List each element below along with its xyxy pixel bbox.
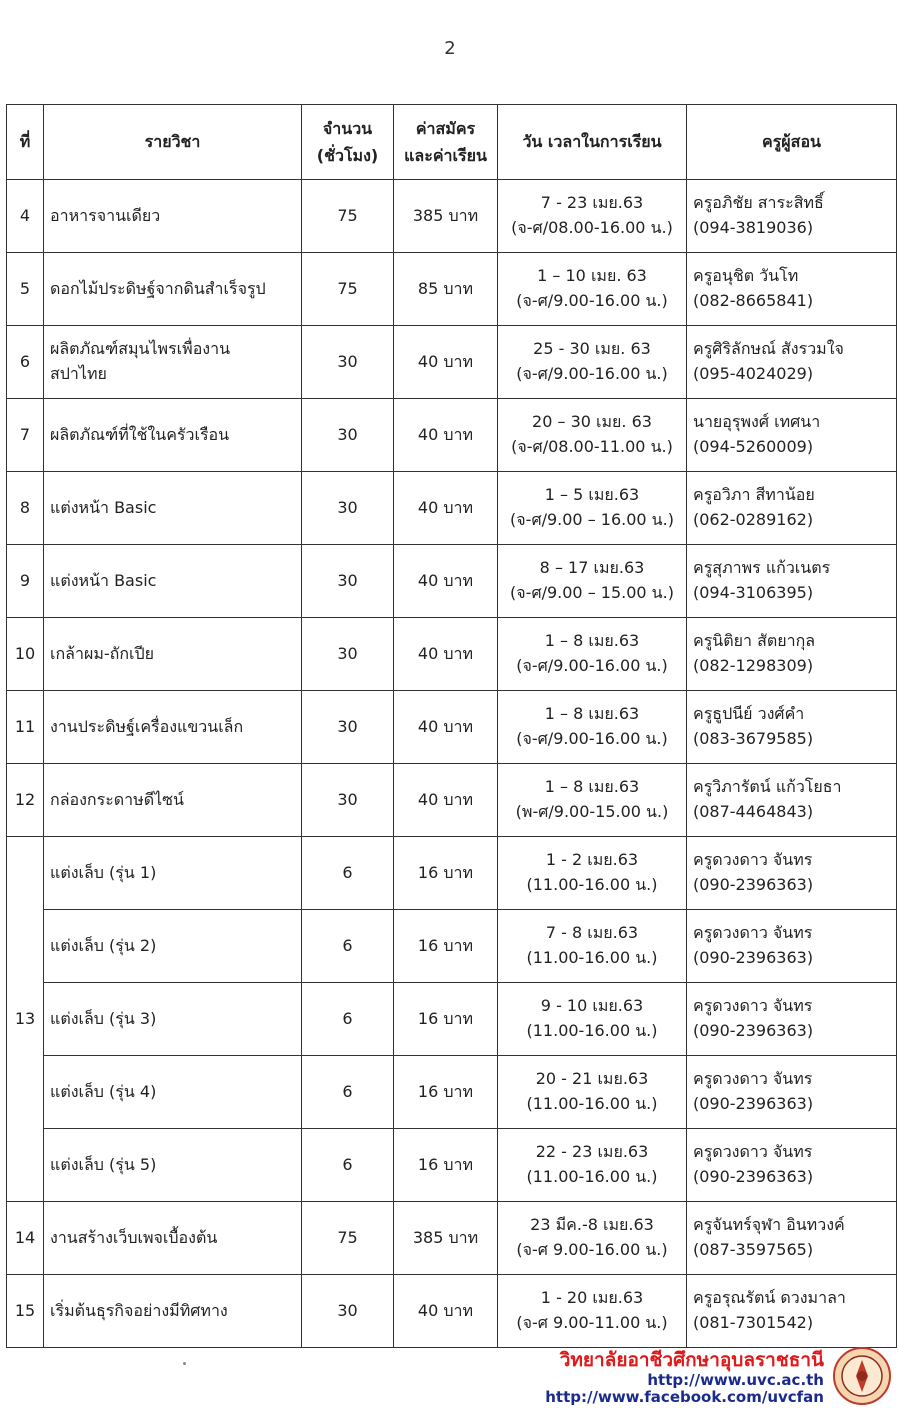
- cell-subject-line1: แต่งเล็บ (รุ่น 4): [50, 1081, 157, 1101]
- cell-fee: 40 บาท: [394, 1275, 498, 1348]
- cell-hours: 75: [302, 180, 394, 253]
- cell-subject: [44, 472, 302, 545]
- cell-teacher-line1: ครูดวงดาว จันทร: [693, 1142, 813, 1162]
- cell-fee: 16 บาท: [394, 983, 498, 1056]
- cell-teacher-line1: ครูนิติยา สัตยากุล: [693, 631, 816, 651]
- cell-teacher-line2: (062-0289162): [693, 510, 814, 529]
- cell-fee: 40 บาท: [394, 764, 498, 837]
- header-hours-line1: จำนวน: [322, 118, 373, 138]
- cell-no: 11: [7, 691, 44, 764]
- cell-no: 15: [7, 1275, 44, 1348]
- table-row: [7, 691, 897, 764]
- cell-date-line1: 1 – 10 เมย. 63: [537, 266, 647, 286]
- cell-date-line1: 7 - 8 เมย.63: [545, 923, 639, 943]
- cell-date-line1: 25 - 30 เมย. 63: [533, 339, 651, 359]
- cell-teacher-line2: (087-4464843): [693, 802, 814, 821]
- cell-hours: 30: [302, 1275, 394, 1348]
- cell-subject-line1: แต่งหน้า Basic: [50, 570, 157, 590]
- cell-teacher-line1: ครูอนุชิต วันโท: [693, 266, 799, 286]
- cell-hours: 30: [302, 764, 394, 837]
- cell-teacher-line2: (087-3597565): [693, 1240, 814, 1259]
- cell-date: [498, 326, 687, 399]
- cell-date: [498, 764, 687, 837]
- cell-teacher-line2: (082-8665841): [693, 291, 814, 310]
- header-fee: [394, 105, 498, 180]
- cell-no: 6: [7, 326, 44, 399]
- cell-date: [498, 1275, 687, 1348]
- cell-teacher-line1: ครูศิริลักษณ์ สังรวมใจ: [693, 339, 844, 359]
- cell-no: 7: [7, 399, 44, 472]
- cell-teacher-line2: (090-2396363): [693, 1167, 814, 1186]
- header-fee-line2: และค่าเรียน: [404, 146, 487, 165]
- cell-subject-line1: งานสร้างเว็บเพจเบื้องต้น: [50, 1227, 218, 1247]
- cell-teacher-line1: ครูดวงดาว จันทร: [693, 1069, 813, 1089]
- header-date: วัน เวลาในการเรียน: [498, 105, 687, 180]
- cell-subject: [44, 1129, 302, 1202]
- table-row: [7, 1202, 897, 1275]
- cell-teacher-line2: (083-3679585): [693, 729, 814, 748]
- cell-date-line1: 1 – 8 เมย.63: [544, 704, 640, 724]
- cell-subject-line1: ดอกไม้ประดิษฐ์จากดินสำเร็จรูป: [50, 278, 266, 298]
- cell-date-line2: (จ-ศ/9.00 – 16.00 น.): [510, 510, 674, 529]
- course-schedule-table: [6, 104, 897, 1348]
- cell-fee: 385 บาท: [394, 180, 498, 253]
- cell-hours: 30: [302, 399, 394, 472]
- cell-date-line2: (จ-ศ/08.00-11.00 น.): [511, 437, 673, 456]
- cell-teacher: [687, 1202, 897, 1275]
- cell-hours: 30: [302, 472, 394, 545]
- cell-teacher: [687, 1129, 897, 1202]
- cell-teacher-line1: ครูสุภาพร แก้วเนตร: [693, 558, 831, 578]
- cell-teacher: [687, 983, 897, 1056]
- cell-teacher-line2: (082-1298309): [693, 656, 814, 675]
- cell-teacher: [687, 764, 897, 837]
- table-row: [7, 910, 897, 983]
- cell-teacher-line2: (094-5260009): [693, 437, 814, 456]
- cell-date-line1: 7 - 23 เมย.63: [540, 193, 644, 213]
- cell-hours: 6: [302, 837, 394, 910]
- cell-teacher: [687, 1275, 897, 1348]
- cell-hours: 6: [302, 983, 394, 1056]
- cell-teacher: [687, 326, 897, 399]
- cell-subject: [44, 1202, 302, 1275]
- cell-teacher: [687, 691, 897, 764]
- table-row: [7, 1056, 897, 1129]
- cell-subject-line1: ผลิตภัณฑ์ที่ใช้ในครัวเรือน: [50, 424, 230, 444]
- cell-subject: [44, 180, 302, 253]
- cell-date: [498, 691, 687, 764]
- cell-hours: 30: [302, 691, 394, 764]
- cell-teacher-line1: ครูจันทร์จุฬา อินทวงค์: [693, 1215, 845, 1235]
- cell-teacher-line1: นายอุรุพงศ์ เทศนา: [693, 412, 821, 432]
- cell-teacher: [687, 910, 897, 983]
- table-body: [7, 180, 897, 1348]
- footer-watermark: [545, 1350, 824, 1406]
- cell-no: 5: [7, 253, 44, 326]
- cell-teacher-line2: (095-4024029): [693, 364, 814, 383]
- header-subject: รายวิชา: [44, 105, 302, 180]
- cell-date-line2: (จ-ศ/08.00-16.00 น.): [511, 218, 673, 237]
- cell-teacher: [687, 472, 897, 545]
- cell-teacher: [687, 1056, 897, 1129]
- cell-subject-line1: งานประดิษฐ์เครื่องแขวนเล็ก: [50, 716, 244, 736]
- footer-facebook-link[interactable]: http://www.facebook.com/uvcfan: [545, 1387, 824, 1406]
- cell-fee: 16 บาท: [394, 910, 498, 983]
- cell-subject: [44, 983, 302, 1056]
- cell-subject: [44, 1056, 302, 1129]
- cell-date-line2: (จ-ศ/9.00-16.00 น.): [516, 364, 668, 383]
- cell-fee: 40 บาท: [394, 399, 498, 472]
- cell-teacher: [687, 180, 897, 253]
- table-row: [7, 1129, 897, 1202]
- cell-hours: 30: [302, 618, 394, 691]
- cell-subject-line2: สปาไทย: [50, 364, 107, 383]
- cell-subject: [44, 253, 302, 326]
- cell-subject-line1: กล่องกระดาษดีไซน์: [50, 789, 184, 809]
- cell-hours: 6: [302, 910, 394, 983]
- cell-date-line2: (จ-ศ/9.00 – 15.00 น.): [510, 583, 674, 602]
- cell-date-line1: 20 – 30 เมย. 63: [532, 412, 652, 432]
- footer-college-name: วิทยาลัยอาชีวศึกษาอุบลราชธานี: [559, 1348, 824, 1371]
- cell-subject: [44, 1275, 302, 1348]
- cell-teacher-line1: ครูดวงดาว จันทร: [693, 923, 813, 943]
- cell-date: [498, 180, 687, 253]
- scan-dot: [183, 1362, 186, 1365]
- cell-subject: [44, 837, 302, 910]
- header-hours: [302, 105, 394, 180]
- cell-teacher: [687, 253, 897, 326]
- table-header-row: [7, 105, 897, 180]
- cell-date-line1: 22 - 23 เมย.63: [535, 1142, 649, 1162]
- cell-fee: 40 บาท: [394, 472, 498, 545]
- cell-teacher-line2: (090-2396363): [693, 1094, 814, 1113]
- cell-subject-line1: อาหารจานเดียว: [50, 205, 161, 225]
- cell-date: [498, 545, 687, 618]
- header-no: ที่: [7, 105, 44, 180]
- cell-teacher-line1: ครูวิภารัตน์ แก้วโยธา: [693, 777, 842, 797]
- cell-date: [498, 253, 687, 326]
- cell-date: [498, 472, 687, 545]
- cell-teacher-line2: (090-2396363): [693, 875, 814, 894]
- cell-date-line1: 20 - 21 เมย.63: [535, 1069, 649, 1089]
- cell-subject: [44, 764, 302, 837]
- cell-subject: [44, 326, 302, 399]
- cell-date-line1: 1 – 8 เมย.63: [544, 631, 640, 651]
- table-row: [7, 472, 897, 545]
- cell-teacher: [687, 618, 897, 691]
- table-row: [7, 618, 897, 691]
- cell-teacher-line1: ครูอวิภา สีทาน้อย: [693, 485, 815, 505]
- header-fee-line1: ค่าสมัคร: [415, 118, 476, 138]
- cell-teacher: [687, 837, 897, 910]
- cell-date: [498, 837, 687, 910]
- cell-subject-line1: แต่งเล็บ (รุ่น 2): [50, 935, 157, 955]
- cell-hours: 30: [302, 326, 394, 399]
- header-teacher: ครูผู้สอน: [687, 105, 897, 180]
- cell-date-line1: 8 – 17 เมย.63: [539, 558, 645, 578]
- cell-date-line1: 1 – 8 เมย.63: [544, 777, 640, 797]
- table-row: [7, 1275, 897, 1348]
- cell-subject-line1: เริ่มต้นธุรกิจอย่างมีทิศทาง: [50, 1300, 228, 1320]
- cell-no: 13: [7, 837, 44, 1202]
- table-row: [7, 326, 897, 399]
- cell-hours: 75: [302, 253, 394, 326]
- cell-fee: 40 บาท: [394, 545, 498, 618]
- cell-hours: 30: [302, 545, 394, 618]
- cell-fee: 16 บาท: [394, 837, 498, 910]
- cell-subject: [44, 910, 302, 983]
- page-number: 2: [444, 38, 456, 59]
- cell-fee: 40 บาท: [394, 691, 498, 764]
- cell-date: [498, 1056, 687, 1129]
- cell-date-line2: (11.00-16.00 น.): [526, 1094, 658, 1113]
- cell-teacher-line1: ครูอภิชัย สาระสิทธิ์: [693, 193, 824, 213]
- cell-teacher-line2: (090-2396363): [693, 1021, 814, 1040]
- cell-teacher: [687, 399, 897, 472]
- cell-date-line2: (จ-ศ 9.00-11.00 น.): [516, 1313, 668, 1332]
- cell-date: [498, 983, 687, 1056]
- cell-teacher-line1: ครูธูปนีย์ วงศ์คำ: [693, 704, 805, 724]
- table-row: [7, 180, 897, 253]
- cell-no: 14: [7, 1202, 44, 1275]
- cell-date-line2: (11.00-16.00 น.): [526, 1021, 658, 1040]
- cell-subject-line1: แต่งเล็บ (รุ่น 3): [50, 1008, 157, 1028]
- cell-date: [498, 910, 687, 983]
- cell-no: 4: [7, 180, 44, 253]
- cell-fee: 385 บาท: [394, 1202, 498, 1275]
- cell-date: [498, 1202, 687, 1275]
- cell-teacher-line2: (094-3106395): [693, 583, 814, 602]
- cell-subject: [44, 399, 302, 472]
- cell-fee: 16 บาท: [394, 1129, 498, 1202]
- cell-date-line2: (จ-ศ/9.00-16.00 น.): [516, 656, 668, 675]
- cell-no: 12: [7, 764, 44, 837]
- cell-subject: [44, 691, 302, 764]
- table-row: [7, 399, 897, 472]
- cell-teacher-line2: (090-2396363): [693, 948, 814, 967]
- cell-no: 9: [7, 545, 44, 618]
- cell-date-line2: (พ-ศ/9.00-15.00 น.): [515, 802, 669, 821]
- cell-date-line1: 1 – 5 เมย.63: [544, 485, 640, 505]
- cell-teacher-line1: ครูอรุณรัตน์ ดวงมาลา: [693, 1288, 846, 1308]
- cell-subject: [44, 545, 302, 618]
- cell-teacher-line2: (081-7301542): [693, 1313, 814, 1332]
- table-row: [7, 837, 897, 910]
- cell-subject-line1: เกล้าผม-ถักเปีย: [50, 643, 155, 663]
- cell-teacher-line2: (094-3819036): [693, 218, 814, 237]
- table-row: [7, 545, 897, 618]
- cell-hours: 6: [302, 1129, 394, 1202]
- cell-date-line2: (11.00-16.00 น.): [526, 875, 658, 894]
- cell-subject-line1: แต่งเล็บ (รุ่น 1): [50, 862, 157, 882]
- cell-hours: 6: [302, 1056, 394, 1129]
- cell-subject: [44, 618, 302, 691]
- table-row: [7, 764, 897, 837]
- cell-fee: 40 บาท: [394, 326, 498, 399]
- cell-subject-line1: แต่งเล็บ (รุ่น 5): [50, 1154, 157, 1174]
- college-seal-icon: [832, 1346, 892, 1406]
- cell-subject-line1: ผลิตภัณฑ์สมุนไพรเพื่องาน: [50, 339, 231, 359]
- header-hours-line2: (ชั่วโมง): [316, 146, 379, 165]
- cell-fee: 40 บาท: [394, 618, 498, 691]
- cell-date-line1: 1 - 20 เมย.63: [540, 1288, 644, 1308]
- cell-date: [498, 1129, 687, 1202]
- cell-subject-line1: แต่งหน้า Basic: [50, 497, 157, 517]
- cell-date-line2: (จ-ศ 9.00-16.00 น.): [516, 1240, 668, 1259]
- cell-date-line2: (11.00-16.00 น.): [526, 948, 658, 967]
- cell-no: 10: [7, 618, 44, 691]
- cell-no: 8: [7, 472, 44, 545]
- cell-date-line2: (จ-ศ/9.00-16.00 น.): [516, 729, 668, 748]
- cell-fee: 16 บาท: [394, 1056, 498, 1129]
- cell-teacher-line1: ครูดวงดาว จันทร: [693, 996, 813, 1016]
- table-row: [7, 983, 897, 1056]
- cell-date: [498, 618, 687, 691]
- footer-website-link[interactable]: http://www.uvc.ac.th: [647, 1370, 824, 1389]
- cell-date-line1: 9 - 10 เมย.63: [540, 996, 644, 1016]
- cell-teacher: [687, 545, 897, 618]
- cell-date-line1: 23 มีค.-8 เมย.63: [530, 1215, 654, 1235]
- cell-fee: 85 บาท: [394, 253, 498, 326]
- cell-date: [498, 399, 687, 472]
- cell-date-line2: (11.00-16.00 น.): [526, 1167, 658, 1186]
- cell-teacher-line1: ครูดวงดาว จันทร: [693, 850, 813, 870]
- table-row: [7, 253, 897, 326]
- cell-date-line2: (จ-ศ/9.00-16.00 น.): [516, 291, 668, 310]
- cell-hours: 75: [302, 1202, 394, 1275]
- cell-date-line1: 1 - 2 เมย.63: [545, 850, 639, 870]
